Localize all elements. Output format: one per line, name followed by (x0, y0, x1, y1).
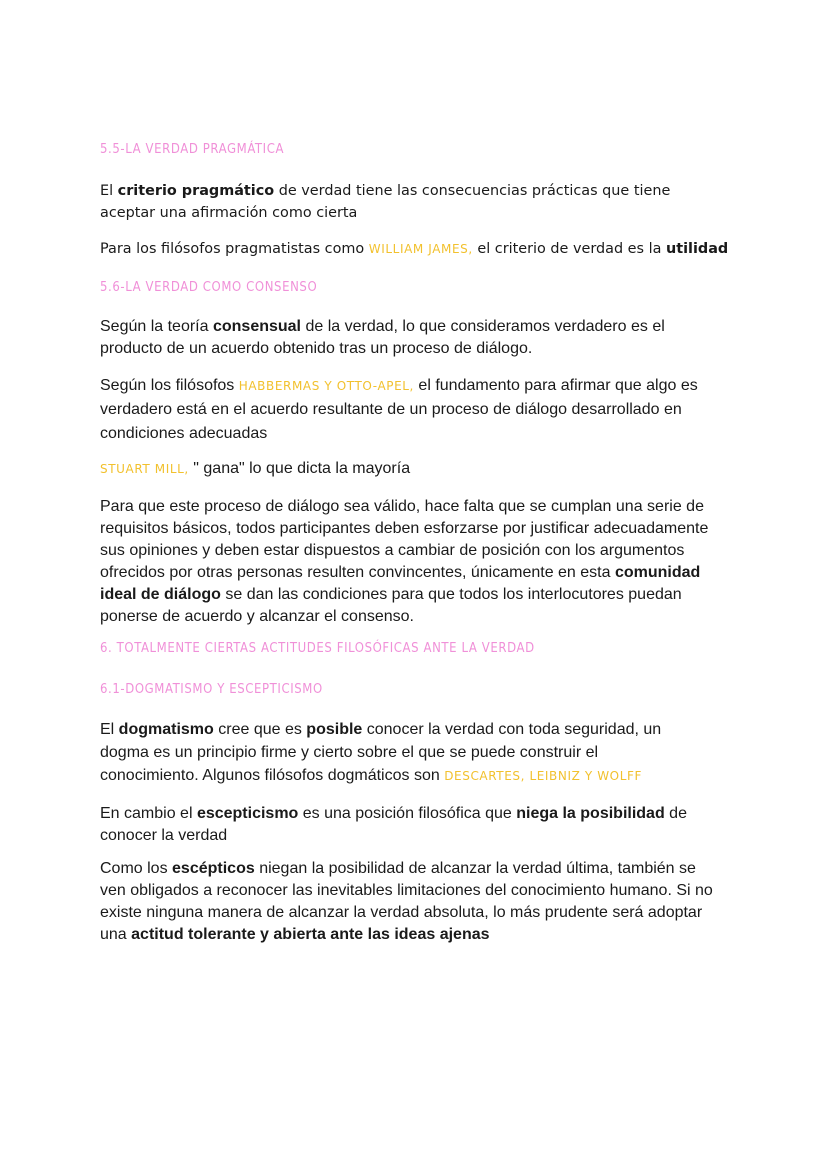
name-stuart-mill: STUART MILL, (100, 462, 189, 476)
heading-5-6: 5.6-LA VERDAD COMO CONSENSO (100, 280, 318, 295)
name-habbermas-apel: HABBERMAS Y OTTO-APEL, (238, 379, 414, 393)
paragraph-stuart-mill: STUART MILL, " gana" lo que dicta la mayoría (100, 460, 411, 477)
name-descartes-leibniz-wolff: DESCARTES, LEIBNIZ Y WOLFF (444, 769, 642, 783)
paragraph-pragmatic-criterion: El criterio pragmático de verdad tiene las consecuencias prácticas que tiene aceptar una afirmación como cierta (100, 183, 671, 221)
heading-6: 6. TOTALMENTE CIERTAS ACTITUDES FILOSÓFICAS ANTE LA VERDAD (100, 641, 535, 656)
paragraph-dogmatism: El dogmatismo cree que es posible conocer la verdad con toda seguridad, un dogma es un principio firme y cierto sobre el que se puede construir el conocimiento. Algunos filósofos dogmáticos son DESCARTES, LEIBNIZ Y WOLFF (100, 721, 662, 784)
paragraph-skepticism: En cambio el escepticismo es una posición filosófica que niega la posibilidad de conocer la verdad (100, 805, 687, 844)
paragraph-dialogue-requirements: Para que este proceso de diálogo sea válido, hace falta que se cumplan una serie de requisitos básicos, todos participantes deben esforzarse por justificar adecuadamente sus opiniones y deben estar dispuestos a cambiar de posición con los argumentos ofrecidos por otras personas resulten convincentes, únicamente en esta comunidad ideal de diálogo se dan las condiciones para que todos los interlocutores puedan ponerse de acuerdo y alcanzar el consenso. (100, 498, 709, 625)
paragraph-pragmatists: Para los filósofos pragmatistas como WILLIAM JAMES, el criterio de verdad es la utilidad (100, 241, 729, 257)
paragraph-skeptics: Como los escépticos niegan la posibilidad de alcanzar la verdad última, también se ven obligados a reconocer las inevitables limitaciones del conocimiento humano. Si no existe ninguna manera de alcanzar la verdad absoluta, lo más prudente será adoptar una actitud tolerante y abierta ante las ideas ajenas (100, 860, 713, 943)
heading-5-5: 5.5-LA VERDAD PRAGMÁTICA (100, 142, 285, 157)
name-william-james: WILLIAM JAMES, (368, 242, 473, 256)
heading-6-1: 6.1-DOGMATISMO Y ESCEPTICISMO (100, 682, 323, 697)
paragraph-habbermas: Según los filósofos HABBERMAS Y OTTO-APEL, el fundamento para afirmar que algo es verdadero está en el acuerdo resultante de un proceso de diálogo desarrollado en condiciones adecuadas (100, 377, 698, 442)
paragraph-consensual-theory: Según la teoría consensual de la verdad, lo que consideramos verdadero es el producto de un acuerdo obtenido tras un proceso de diálogo. (100, 318, 665, 357)
